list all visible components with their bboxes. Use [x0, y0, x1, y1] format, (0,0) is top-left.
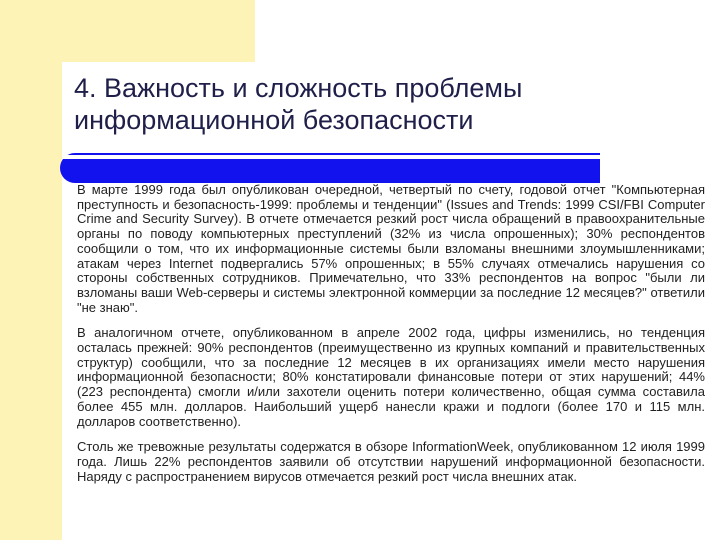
body-paragraph: В аналогичном отчете, опубликованном в апреле 2002 года, цифры изменились, но тенденция осталась прежней: 90% респондентов (преимущественно из крупных компаний и правительственных структур) сообщили, что за последние 12 месяцев в их организациях имели место нарушения информационной безопасности; 80% констатировали финансовые потери от этих нарушений; 44% (223 респондента) смогли и/или захотели оценить потери количественно, общая сумма составила более 455 млн. долларов. Наибольший ущерб нанесли кражи и подлоги (более 170 и 115 млн. долларов соответственно).: [77, 325, 705, 429]
slide-body: [77, 183, 705, 495]
decorative-accent-band: [0, 0, 62, 540]
body-paragraph: Столь же тревожные результаты содержатся в обзоре InformationWeek, опубликованном 12 июля 1999 года. Лишь 22% респондентов заявили об отсутствии нарушений информационной безопасности. Наряду с распространением вирусов отмечается резкий рост числа внешних атак.: [77, 439, 705, 484]
body-paragraph: В марте 1999 года был опубликован очередной, четвертый по счету, годовой отчет "Компьютерная преступность и безопасность-1999: проблемы и тенденции" (Issues and Trends: 1999 CSI/FBI Computer Crime and Security Survey). В отчете отмечается резкий рост числа обращений в правоохранительные органы по поводу компьютерных преступлений (32% из числа опрошенных); 30% респондентов сообщили о том, что их информационные системы были взломаны внешними злоумышленниками; атакам через Internet подвергались 57% опрошенных; в 55% случаях отмечались нарушения со стороны собственных сотрудников. Примечательно, что 33% респондентов на вопрос "были ли взломаны ваши Web-серверы и системы электронной коммерции за последние 12 месяцев?" ответили "не знаю".: [77, 182, 705, 315]
slide-title: 4. Важность и сложность проблемы информационной безопасности: [74, 73, 523, 135]
title-bar-highlight-line: [62, 155, 600, 159]
decorative-accent-corner: [62, 0, 255, 62]
